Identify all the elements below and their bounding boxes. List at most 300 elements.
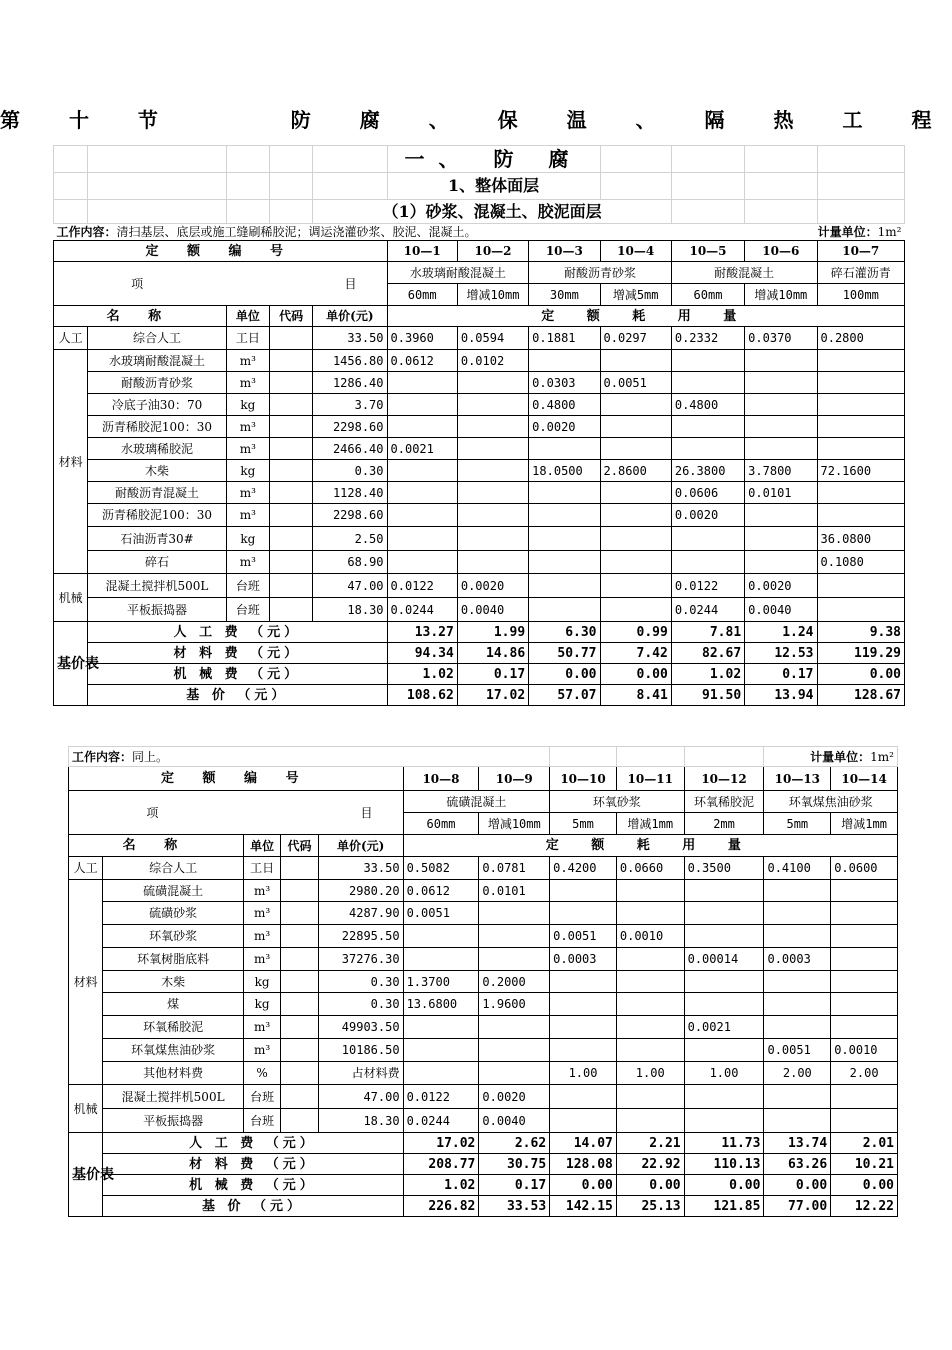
resource-code [269, 551, 312, 574]
base-price-cell: 25.13 [616, 1196, 684, 1217]
usage-cell [831, 1085, 898, 1109]
resource-price: 10186.50 [318, 1039, 403, 1062]
usage-cell [479, 925, 550, 948]
usage-cell [745, 551, 817, 574]
code-row [54, 241, 905, 262]
resource-code [281, 993, 318, 1016]
usage-cell: 0.0020 [529, 416, 600, 438]
resource-unit: m³ [226, 438, 269, 460]
resource-name: 煤 [103, 993, 244, 1016]
usage-cell: 0.4200 [550, 857, 617, 880]
base-price-cell: 208.77 [403, 1154, 479, 1175]
usage-cell [457, 551, 528, 574]
usage-cell: 13.6800 [403, 993, 479, 1016]
category-labor: 人工 [54, 327, 88, 350]
quota-code: 10—1 [387, 241, 457, 262]
base-price-cell: 10.21 [831, 1154, 898, 1175]
category-base-price: 基价表 [54, 622, 88, 706]
resource-name: 沥青稀胶泥100：30 [88, 504, 227, 527]
usage-cell [529, 598, 600, 622]
quota-code: 10—11 [616, 767, 684, 791]
usage-cell [387, 372, 457, 394]
usage-cell: 0.0122 [403, 1085, 479, 1109]
usage-cell [764, 1016, 831, 1039]
quota-code: 10—3 [529, 241, 600, 262]
usage-cell: 0.0040 [745, 598, 817, 622]
usage-cell [745, 504, 817, 527]
item-group: 硫磺混凝土 [403, 791, 550, 813]
resource-price: 2466.40 [313, 438, 387, 460]
usage-cell: 0.0003 [764, 948, 831, 971]
usage-cell [831, 948, 898, 971]
base-price-label: 基 价 （元） [88, 685, 387, 706]
usage-cell: 0.1881 [529, 327, 600, 350]
base-price-cell: 0.00 [616, 1175, 684, 1196]
usage-cell [764, 902, 831, 925]
resource-code [281, 1085, 318, 1109]
item-spec: 2mm [684, 813, 764, 835]
category-base-price: 基价表 [69, 1133, 103, 1217]
resource-unit: kg [226, 394, 269, 416]
usage-cell [745, 372, 817, 394]
usage-cell: 0.4800 [671, 394, 744, 416]
machine-row [54, 574, 905, 598]
item-spec: 增减10mm [745, 284, 817, 306]
resource-price: 1128.40 [313, 482, 387, 504]
usage-cell [457, 394, 528, 416]
base-price-cell: 226.82 [403, 1196, 479, 1217]
item-spec: 5mm [550, 813, 617, 835]
usage-cell: 1.3700 [403, 971, 479, 993]
resource-unit: kg [243, 993, 280, 1016]
usage-cell: 0.0244 [403, 1109, 479, 1133]
quota-code: 10—10 [550, 767, 617, 791]
item-header [69, 791, 404, 835]
base-price-cell: 1.99 [457, 622, 528, 643]
resource-code [269, 574, 312, 598]
usage-cell: 0.00014 [684, 948, 764, 971]
resource-code [269, 504, 312, 527]
usage-cell [684, 1039, 764, 1062]
base-price-cell: 0.00 [600, 664, 671, 685]
usage-cell [550, 1039, 617, 1062]
col-name-header: 名 称 [69, 835, 244, 857]
work-row [69, 747, 898, 767]
resource-unit: m³ [243, 925, 280, 948]
usage-cell [403, 1062, 479, 1085]
material-row [54, 504, 905, 527]
usage-cell [684, 902, 764, 925]
category-labor: 人工 [69, 857, 103, 880]
item-spec: 60mm [403, 813, 479, 835]
usage-cell [671, 416, 744, 438]
quota-number-label: 定 额 编 号 [69, 767, 404, 791]
resource-price: 0.30 [318, 993, 403, 1016]
resource-unit: kg [226, 460, 269, 482]
base-price-cell: 2.62 [479, 1133, 550, 1154]
usage-cell [616, 993, 684, 1016]
resource-price: 1286.40 [313, 372, 387, 394]
base-price-cell: 0.00 [764, 1175, 831, 1196]
usage-cell [387, 551, 457, 574]
unit-value: 1m² [877, 225, 902, 239]
usage-cell [764, 1085, 831, 1109]
usage-cell: 0.0051 [550, 925, 617, 948]
item-spec: 增减5mm [600, 284, 671, 306]
resource-unit: m³ [243, 880, 280, 902]
usage-cell [831, 880, 898, 902]
item-spec: 增减1mm [616, 813, 684, 835]
usage-cell: 0.0101 [479, 880, 550, 902]
usage-cell [684, 925, 764, 948]
usage-cell [764, 925, 831, 948]
resource-name: 硫磺混凝土 [103, 880, 244, 902]
usage-cell [671, 551, 744, 574]
material-row [69, 1016, 898, 1039]
base-price-cell: 0.00 [550, 1175, 617, 1196]
resource-unit: 工日 [226, 327, 269, 350]
base-price-label: 人 工 费 （元） [103, 1133, 403, 1154]
material-row [69, 925, 898, 948]
usage-cell [457, 504, 528, 527]
usage-cell [479, 1039, 550, 1062]
usage-cell [831, 1109, 898, 1133]
material-row [54, 482, 905, 504]
usage-cell [387, 460, 457, 482]
resource-price: 0.30 [318, 971, 403, 993]
material-row [54, 372, 905, 394]
col-name-header: 名 称 [54, 306, 227, 327]
usage-cell [387, 504, 457, 527]
usage-cell: 0.0051 [600, 372, 671, 394]
resource-name: 耐酸沥青砂浆 [88, 372, 227, 394]
usage-cell [403, 948, 479, 971]
item-spec: 60mm [387, 284, 457, 306]
heading-row [54, 146, 905, 173]
column-header-row [69, 835, 898, 857]
base-price-cell: 63.26 [764, 1154, 831, 1175]
usage-cell [457, 438, 528, 460]
usage-cell [671, 438, 744, 460]
resource-price: 47.00 [318, 1085, 403, 1109]
usage-cell: 0.0102 [457, 350, 528, 372]
base-price-cell: 110.13 [684, 1154, 764, 1175]
usage-cell: 2.00 [831, 1062, 898, 1085]
usage-cell [457, 482, 528, 504]
base-price-row [69, 1154, 898, 1175]
base-price-cell: 9.38 [817, 622, 905, 643]
base-price-cell: 13.74 [764, 1133, 831, 1154]
quota-code: 10—13 [764, 767, 831, 791]
usage-cell: 0.2800 [817, 327, 905, 350]
resource-unit: m³ [243, 902, 280, 925]
category-machine: 机械 [69, 1085, 103, 1133]
material-row [69, 1062, 898, 1085]
base-price-cell: 128.67 [817, 685, 905, 706]
resource-price: 18.30 [313, 598, 387, 622]
base-price-cell: 2.01 [831, 1133, 898, 1154]
usage-cell [387, 482, 457, 504]
item-spec: 100mm [817, 284, 905, 306]
resource-price: 0.30 [313, 460, 387, 482]
usage-cell: 26.3800 [671, 460, 744, 482]
material-row [69, 971, 898, 993]
resource-name: 沥青稀胶泥100：30 [88, 416, 227, 438]
usage-cell [616, 880, 684, 902]
usage-cell: 0.0244 [387, 598, 457, 622]
base-price-label: 人 工 费 （元） [88, 622, 387, 643]
usage-cell [387, 527, 457, 551]
item-label: 项 [131, 276, 144, 291]
usage-cell [600, 598, 671, 622]
base-price-label: 材 料 费 （元） [88, 643, 387, 664]
base-price-cell: 22.92 [616, 1154, 684, 1175]
base-price-cell: 0.00 [529, 664, 600, 685]
quota-table-1 [53, 145, 905, 706]
usage-cell [550, 880, 617, 902]
usage-cell [745, 416, 817, 438]
usage-cell [671, 372, 744, 394]
usage-cell [387, 416, 457, 438]
heading-row [54, 173, 905, 200]
resource-code [281, 948, 318, 971]
usage-cell [684, 1109, 764, 1133]
quota-code: 10—5 [671, 241, 744, 262]
item-header [54, 262, 388, 306]
unit-label: 计量单位： [817, 225, 878, 239]
resource-name: 水玻璃稀胶泥 [88, 438, 227, 460]
resource-code [269, 394, 312, 416]
resource-unit: m³ [226, 416, 269, 438]
page-title: 第 十 节 防 腐 、 保 温 、 隔 热 工 程 [0, 108, 952, 132]
base-price-cell: 50.77 [529, 643, 600, 664]
work-label: 工作内容： [56, 225, 117, 239]
material-row [69, 1039, 898, 1062]
usage-cell [831, 1016, 898, 1039]
quota-table-2 [68, 746, 898, 1217]
usage-cell: 0.0021 [387, 438, 457, 460]
usage-cell [529, 438, 600, 460]
base-price-row [69, 1175, 898, 1196]
usage-cell [403, 1016, 479, 1039]
item-spec: 60mm [671, 284, 744, 306]
usage-cell [684, 1085, 764, 1109]
resource-name: 综合人工 [103, 857, 244, 880]
usage-cell: 0.0781 [479, 857, 550, 880]
usage-cell: 0.0101 [745, 482, 817, 504]
usage-cell [817, 504, 905, 527]
col-usage-header: 定 额 耗 用 量 [387, 306, 904, 327]
usage-cell [764, 993, 831, 1016]
usage-cell: 0.0612 [403, 880, 479, 902]
usage-cell [529, 504, 600, 527]
usage-cell [457, 372, 528, 394]
base-price-cell: 11.73 [684, 1133, 764, 1154]
usage-cell: 0.0010 [831, 1039, 898, 1062]
resource-name: 碎石 [88, 551, 227, 574]
usage-cell [684, 993, 764, 1016]
usage-cell: 0.0122 [671, 574, 744, 598]
usage-cell: 0.0303 [529, 372, 600, 394]
usage-cell: 0.5082 [403, 857, 479, 880]
usage-cell: 0.0040 [457, 598, 528, 622]
usage-cell [457, 416, 528, 438]
work-content: 同上。 [132, 749, 169, 764]
resource-price: 2298.60 [313, 416, 387, 438]
item-spec: 30mm [529, 284, 600, 306]
usage-cell: 1.00 [616, 1062, 684, 1085]
resource-price: 3.70 [313, 394, 387, 416]
base-price-row [54, 643, 905, 664]
usage-cell: 0.0003 [550, 948, 617, 971]
resource-code [281, 1016, 318, 1039]
labor-row [54, 327, 905, 350]
base-price-cell: 1.02 [387, 664, 457, 685]
resource-code [281, 925, 318, 948]
item-group: 环氧稀胶泥 [684, 791, 764, 813]
usage-cell: 0.0010 [616, 925, 684, 948]
resource-unit: m³ [243, 1016, 280, 1039]
usage-cell [550, 993, 617, 1016]
base-price-cell: 1.02 [403, 1175, 479, 1196]
usage-cell: 0.0020 [479, 1085, 550, 1109]
usage-cell [600, 394, 671, 416]
base-price-cell: 14.86 [457, 643, 528, 664]
quota-number-label: 定 额 编 号 [54, 241, 388, 262]
resource-price: 68.90 [313, 551, 387, 574]
material-row [54, 460, 905, 482]
usage-cell: 0.2000 [479, 971, 550, 993]
base-price-cell: 0.00 [684, 1175, 764, 1196]
col-unit-header: 单位 [243, 835, 280, 857]
usage-cell [529, 574, 600, 598]
base-price-cell: 77.00 [764, 1196, 831, 1217]
usage-cell: 0.0600 [831, 857, 898, 880]
resource-code [269, 350, 312, 372]
material-row [69, 902, 898, 925]
usage-cell: 0.0612 [387, 350, 457, 372]
usage-cell [764, 880, 831, 902]
usage-cell: 0.0370 [745, 327, 817, 350]
quota-code: 10—4 [600, 241, 671, 262]
item-group: 耐酸混凝土 [671, 262, 817, 284]
base-price-cell: 30.75 [479, 1154, 550, 1175]
usage-cell [457, 527, 528, 551]
resource-code [281, 902, 318, 925]
base-price-row [54, 685, 905, 706]
base-price-cell: 1.24 [745, 622, 817, 643]
resource-unit: kg [226, 527, 269, 551]
resource-name: 木柴 [103, 971, 244, 993]
col-code-header: 代码 [281, 835, 318, 857]
usage-cell: 18.0500 [529, 460, 600, 482]
resource-price: 49903.50 [318, 1016, 403, 1039]
usage-cell: 0.0594 [457, 327, 528, 350]
usage-cell [616, 1085, 684, 1109]
usage-cell: 0.0021 [684, 1016, 764, 1039]
unit-label: 计量单位： [810, 749, 871, 764]
usage-cell [616, 902, 684, 925]
resource-unit: m³ [226, 504, 269, 527]
base-price-cell: 108.62 [387, 685, 457, 706]
quota-code: 10—14 [831, 767, 898, 791]
base-price-label: 机 械 费 （元） [103, 1175, 403, 1196]
usage-cell: 0.0020 [457, 574, 528, 598]
resource-code [269, 527, 312, 551]
base-price-cell: 1.02 [671, 664, 744, 685]
item-label-2: 目 [360, 805, 373, 820]
usage-cell [817, 394, 905, 416]
usage-cell [817, 372, 905, 394]
usage-cell [403, 925, 479, 948]
category-machine: 机械 [54, 574, 88, 622]
usage-cell [745, 527, 817, 551]
col-code-header: 代码 [269, 306, 312, 327]
resource-code [281, 1062, 318, 1085]
base-price-cell: 121.85 [684, 1196, 764, 1217]
resource-price: 47.00 [313, 574, 387, 598]
base-price-cell: 12.53 [745, 643, 817, 664]
col-price-header: 单价(元) [313, 306, 387, 327]
col-unit-header: 单位 [226, 306, 269, 327]
usage-cell: 1.00 [550, 1062, 617, 1085]
resource-name: 石油沥青30# [88, 527, 227, 551]
resource-price: 2298.60 [313, 504, 387, 527]
usage-cell [616, 1039, 684, 1062]
machine-row [69, 1109, 898, 1133]
resource-unit: 工日 [243, 857, 280, 880]
base-price-cell: 12.22 [831, 1196, 898, 1217]
usage-cell [600, 438, 671, 460]
resource-price: 2980.20 [318, 880, 403, 902]
usage-cell: 0.0051 [764, 1039, 831, 1062]
usage-cell: 1.9600 [479, 993, 550, 1016]
resource-code [281, 857, 318, 880]
base-price-label: 机 械 费 （元） [88, 664, 387, 685]
usage-cell: 0.0297 [600, 327, 671, 350]
usage-cell [479, 1062, 550, 1085]
usage-cell [616, 971, 684, 993]
usage-cell [817, 598, 905, 622]
group-row [54, 262, 905, 284]
resource-price: 22895.50 [318, 925, 403, 948]
usage-cell: 72.1600 [817, 460, 905, 482]
resource-code [269, 416, 312, 438]
usage-cell [745, 350, 817, 372]
usage-cell [817, 482, 905, 504]
base-price-cell: 17.02 [403, 1133, 479, 1154]
work-label: 工作内容： [72, 749, 133, 764]
usage-cell [479, 1016, 550, 1039]
base-price-cell: 119.29 [817, 643, 905, 664]
quota-code: 10—12 [684, 767, 764, 791]
resource-code [269, 598, 312, 622]
resource-unit: m³ [226, 372, 269, 394]
usage-cell [616, 1109, 684, 1133]
usage-cell [600, 482, 671, 504]
resource-unit: % [243, 1062, 280, 1085]
usage-cell [745, 438, 817, 460]
usage-cell [550, 971, 617, 993]
usage-cell [817, 350, 905, 372]
base-price-cell: 142.15 [550, 1196, 617, 1217]
item-label: 项 [146, 805, 159, 820]
base-price-cell: 0.99 [600, 622, 671, 643]
usage-cell: 0.0020 [671, 504, 744, 527]
usage-cell [479, 948, 550, 971]
category-material: 材料 [69, 880, 103, 1085]
usage-cell [600, 504, 671, 527]
